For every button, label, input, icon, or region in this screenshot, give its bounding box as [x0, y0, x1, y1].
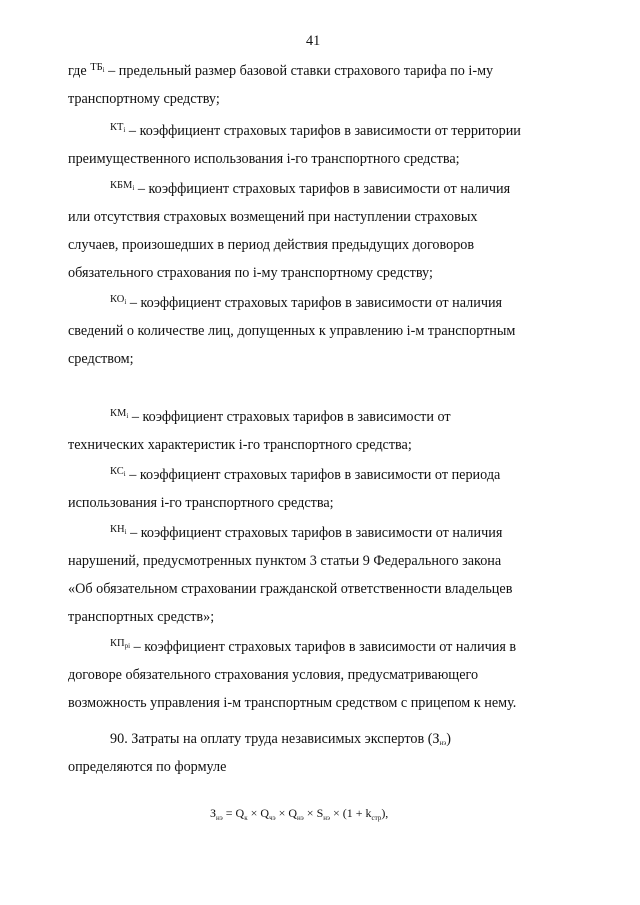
text-line: преимущественного использования i-го транспортного средства; — [68, 151, 460, 167]
text-line: сведений о количестве лиц, допущенных к управлению i-м транспортным — [68, 323, 516, 339]
text-line: определяются по формуле — [68, 759, 227, 775]
text-line: средством; — [68, 351, 134, 367]
variable-symbol: КМi — [110, 408, 129, 420]
variable-symbol: КПpi — [110, 638, 131, 650]
text-line — [110, 294, 502, 314]
variable-symbol: ТБi — [90, 62, 105, 74]
text-line: транспортному средству; — [68, 91, 220, 107]
text-line: или отсутствия страховых возмещений при наступлении страховых — [68, 209, 478, 225]
subscript: нэ — [439, 739, 447, 747]
text-line: использования i-го транспортного средства; — [68, 495, 334, 511]
text-line: 90. Затраты на оплату труда независимых экспертов (Знэ) — [110, 731, 452, 747]
definition-text: – коэффициент страховых тарифов в зависимости от наличия в — [130, 639, 517, 655]
variable-symbol: КТi — [110, 122, 126, 134]
text-line: «Об обязательном страховании гражданской ответственности владельцев — [68, 581, 513, 597]
variable-symbol: КНi — [110, 524, 127, 536]
definition-text: – коэффициент страховых тарифов в зависимости от наличия — [134, 181, 511, 197]
text-line — [110, 524, 502, 544]
text-line — [110, 638, 516, 658]
text-line: обязательного страхования по i-му транспортному средству; — [68, 265, 433, 281]
text-line: транспортных средств»; — [68, 609, 215, 625]
text-line — [110, 122, 521, 142]
page-number: 41 — [306, 33, 321, 49]
text-line: возможность управления i-м транспортным средством с прицепом к нему. — [68, 695, 517, 711]
variable-symbol: КСi — [110, 466, 126, 478]
definition-text: – коэффициент страховых тарифов в зависимости от территории — [125, 123, 521, 139]
text-line: технических характеристик i-го транспортного средства; — [68, 437, 412, 453]
text-line: случаев, произошедших в период действия предыдущих договоров — [68, 237, 475, 253]
definition-text: – коэффициент страховых тарифов в зависимости от — [128, 409, 451, 425]
variable-symbol: КОi — [110, 294, 127, 306]
text-line: нарушений, предусмотренных пунктом 3 статьи 9 Федерального закона — [68, 553, 502, 569]
variable-symbol: КБМi — [110, 180, 135, 192]
text-line — [110, 466, 500, 486]
definition-text: – коэффициент страховых тарифов в зависимости от наличия — [126, 525, 503, 541]
formula: $З_{нэ} = Q_к \times Q_{чэ} \times Q_{нэ} \times S_{нэ} \times (1 + k_{стр})$, — [210, 806, 389, 822]
definition-text: – коэффициент страховых тарифов в зависимости от периода — [125, 467, 501, 483]
text-line — [110, 408, 451, 428]
lead-word: где — [68, 63, 87, 79]
definition-text: – коэффициент страховых тарифов в зависимости от наличия — [126, 295, 503, 311]
text-line — [110, 180, 510, 200]
text-line: договоре обязательного страхования условия, предусматривающего — [68, 667, 479, 683]
definition-text: – предельный размер базовой ставки страхового тарифа по i-му — [104, 63, 494, 79]
text-line — [68, 62, 493, 82]
